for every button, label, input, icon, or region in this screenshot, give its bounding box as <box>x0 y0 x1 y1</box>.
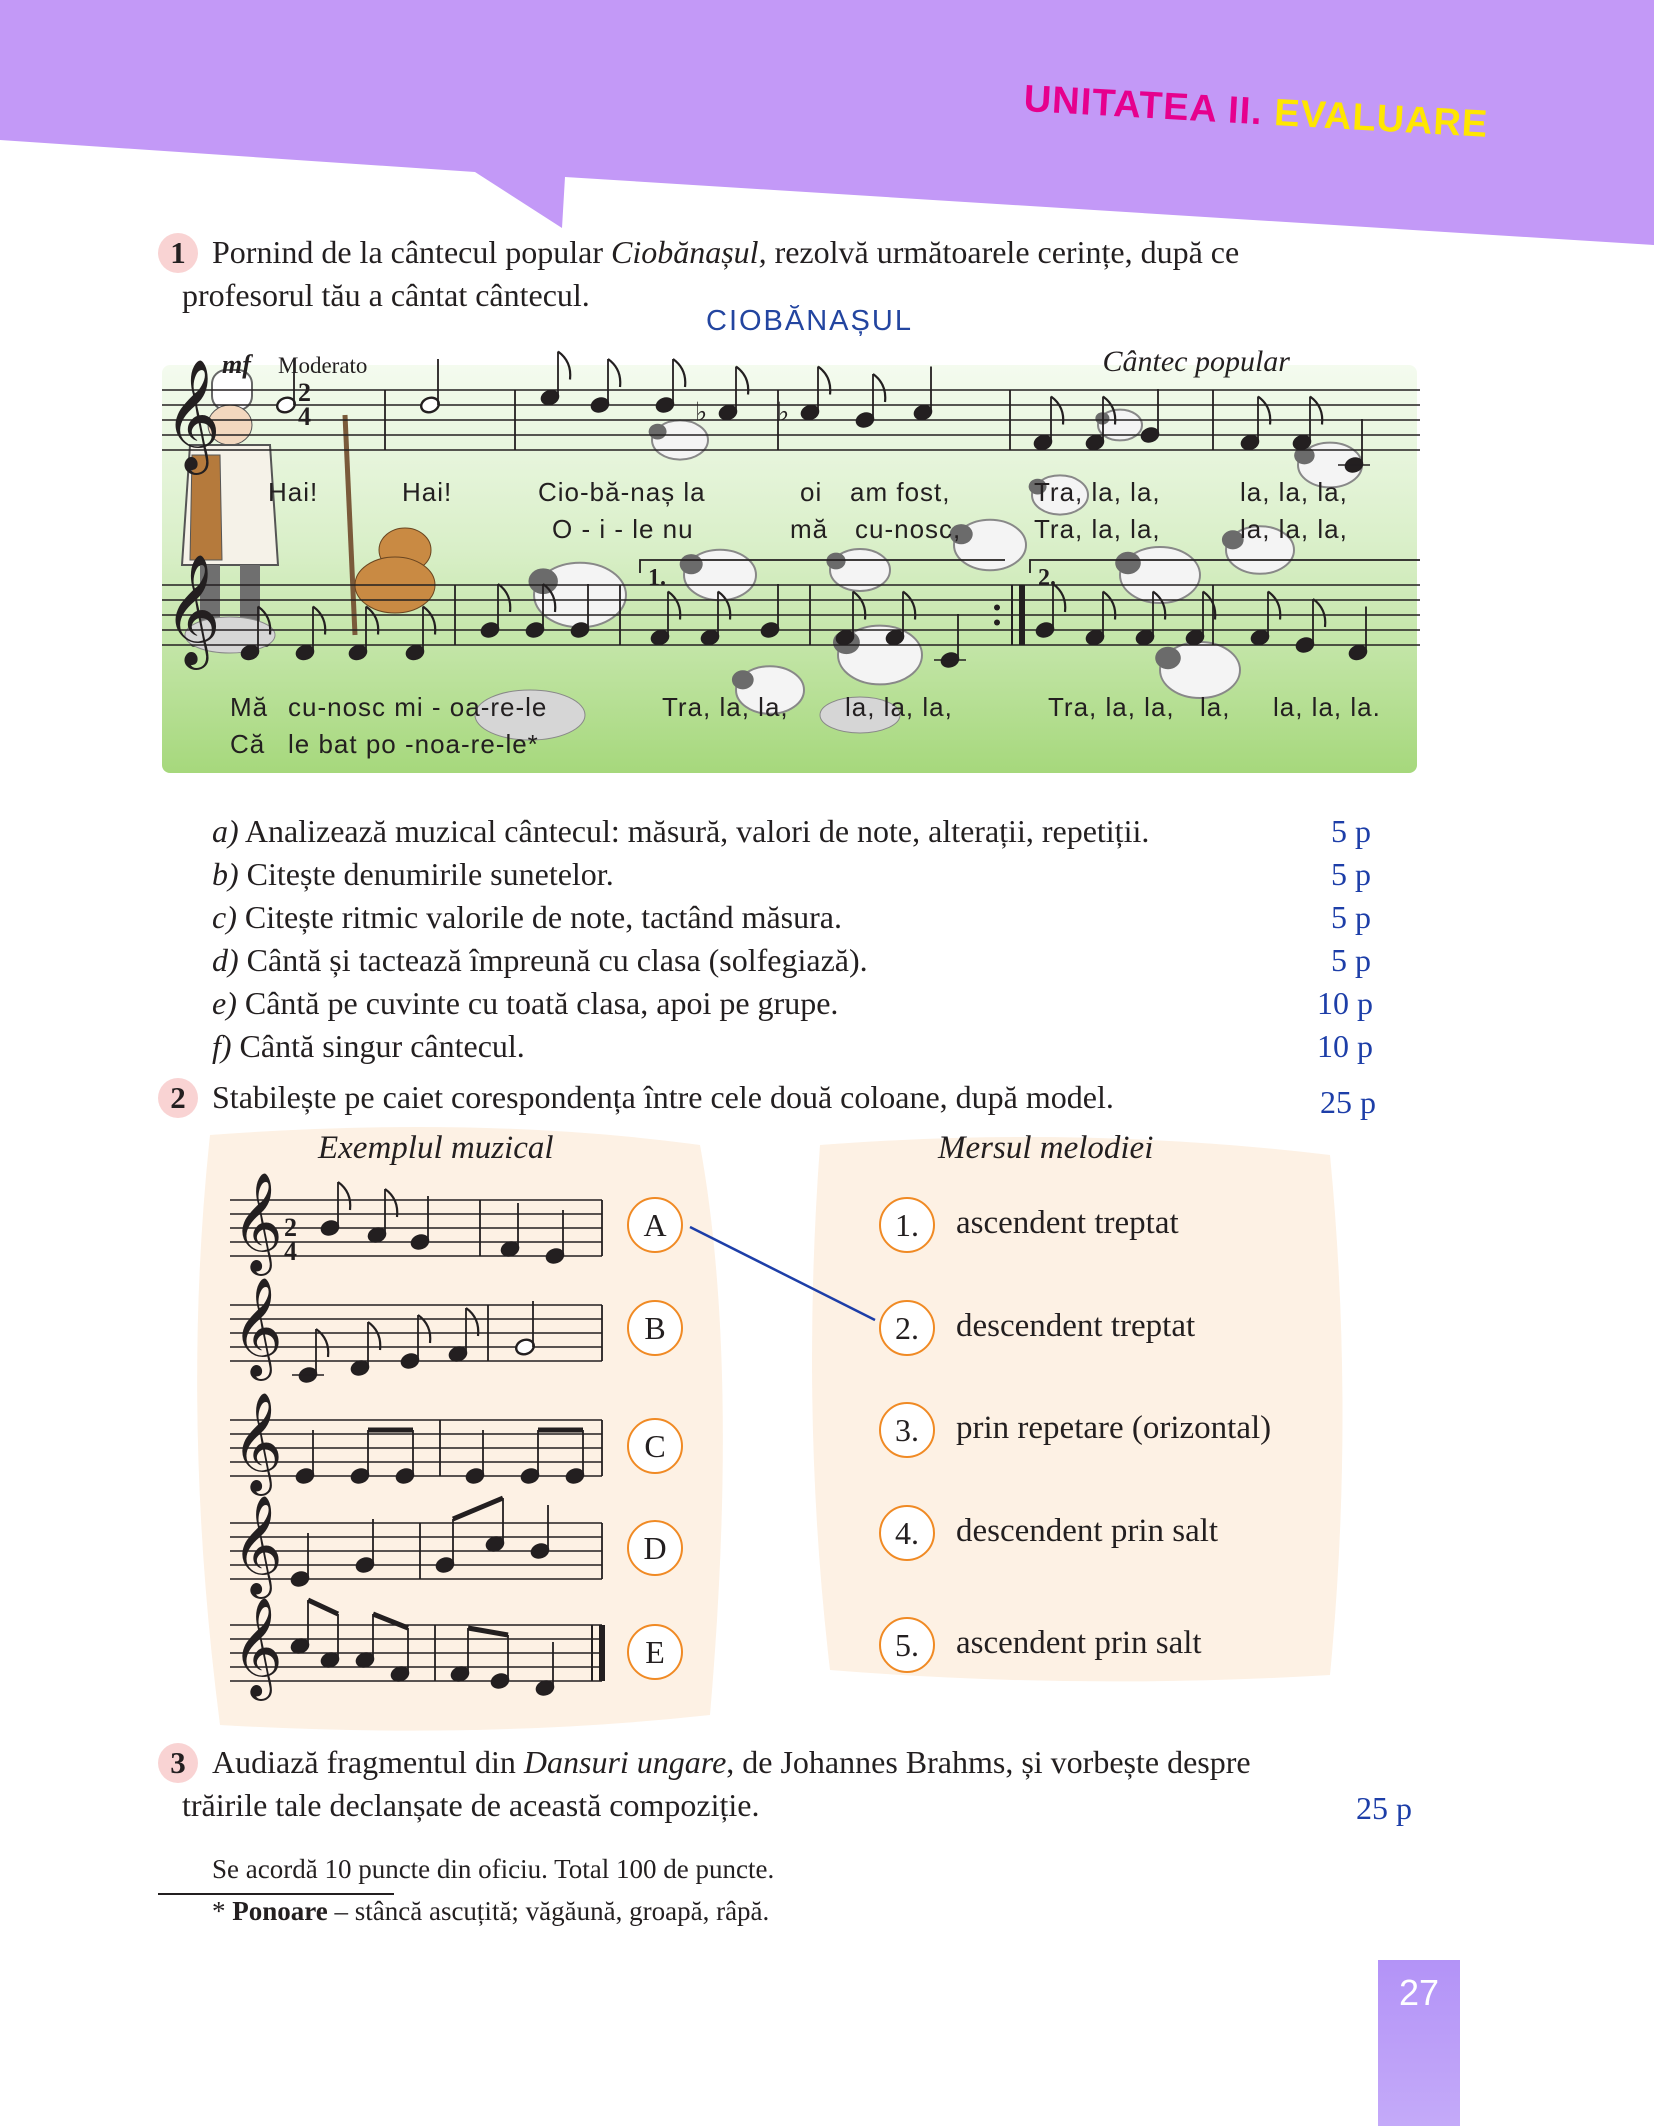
task-letter: d) <box>212 942 239 978</box>
unit-title-part1: UNITATEA II. <box>1022 78 1264 134</box>
lyric: O - i - le nu <box>552 514 694 544</box>
tempo-marking: Moderato <box>278 353 368 378</box>
musical-example <box>230 1277 602 1385</box>
lyric: oi <box>800 477 823 507</box>
task-points: 5 p <box>1331 813 1371 849</box>
lyric: Tra, la, la, <box>1048 692 1175 722</box>
option-text-1: ascendent treptat <box>956 1205 1179 1241</box>
song-name: Ciobănașul, <box>610 234 767 270</box>
song-origin: Cântec popular <box>1102 345 1290 378</box>
note-flag <box>338 1182 350 1210</box>
example-label-c: C <box>627 1418 683 1474</box>
note-beam <box>453 1498 503 1519</box>
task-item <box>212 812 1149 850</box>
footnote-term: Ponoare <box>232 1896 328 1926</box>
option-number-3: 3. <box>879 1402 935 1458</box>
exercise-3-text: Audiază fragmentul din <box>212 1744 524 1780</box>
lyric: la, la, la. <box>1273 692 1381 722</box>
lyric: mă <box>790 514 829 544</box>
footnote-divider <box>158 1893 394 1895</box>
lyric: cu-nosc mi - oa-re-le <box>288 692 548 722</box>
note-beam <box>308 1600 338 1614</box>
lyric: Tra, la, la, <box>662 692 789 722</box>
option-number-2: 2. <box>879 1300 935 1356</box>
task-item <box>212 898 842 936</box>
task-item <box>212 855 614 893</box>
option-text-2: descendent treptat <box>956 1308 1196 1344</box>
repeat-dot <box>994 605 1000 611</box>
exercise-2-number: 2 <box>158 1078 198 1118</box>
note-flag <box>466 1308 478 1336</box>
right-column-header: Mersul melodiei <box>938 1130 1154 1166</box>
task-item <box>212 984 838 1022</box>
exercise-3-number: 3 <box>158 1743 198 1783</box>
task-item <box>212 941 868 979</box>
lyric: Hai! <box>402 477 453 507</box>
task-points: 5 p <box>1331 942 1371 978</box>
task-letter: c) <box>212 899 237 935</box>
work-title: Dansuri ungare <box>523 1744 727 1780</box>
page-number: 27 <box>1398 1972 1440 2013</box>
lyric: Tra, la, la, <box>1034 477 1161 507</box>
option-number-1: 1. <box>879 1197 935 1253</box>
song-title: CIOBĂNAȘUL <box>706 305 913 337</box>
task-text: Analizează muzical cântecul: măsură, valori de note, alterații, repetiții. <box>244 813 1150 849</box>
exercise-1-text-cont: rezolvă următoarele cerințe, după ce <box>766 234 1240 270</box>
lyric: Că <box>230 729 266 759</box>
option-number-5: 5. <box>879 1617 935 1673</box>
lyric: Cio-bă-naș la <box>538 477 706 507</box>
lyric: le bat po -noa-re-le* <box>288 729 539 759</box>
treble-clef-icon: 𝄞 <box>232 1495 283 1596</box>
task-letter: a) <box>212 813 239 849</box>
task-text: Cântă și tactează împreună cu clasa (solfegiază). <box>246 942 868 978</box>
task-text: Cântă singur cântecul. <box>239 1028 525 1064</box>
example-label-b: B <box>627 1300 683 1356</box>
task-letter: e) <box>212 985 237 1021</box>
exercise-1-text: Pornind de la cântecul popular <box>212 234 611 270</box>
lyric: am fost, <box>850 477 951 507</box>
musical-example <box>230 1597 602 1701</box>
task-points: 5 p <box>1331 856 1371 892</box>
unit-title-part2: EVALUARE <box>1273 92 1490 146</box>
task-text: Citește denumirile sunetelor. <box>246 856 614 892</box>
task-text: Cântă pe cuvinte cu toată clasa, apoi pe grupe. <box>244 985 839 1021</box>
musical-example <box>230 1495 602 1599</box>
scoring-note: Se acordă 10 puncte din oficiu. Total 100 de puncte. <box>212 1854 775 1884</box>
task-points: 5 p <box>1331 899 1371 935</box>
time-signature-top: 2 <box>298 378 311 407</box>
task-points: 10 p <box>1317 985 1373 1021</box>
lyric: la, la, la, <box>1240 477 1348 507</box>
footnote <box>212 1896 769 1927</box>
left-column-header: Exemplul muzical <box>318 1130 554 1166</box>
exercise-3-line2: trăirile tale declanșate de această compoziție. <box>182 1787 760 1823</box>
example-label-d: D <box>627 1520 683 1576</box>
exercise-1-line1 <box>212 233 1239 271</box>
exercise-1-number: 1 <box>158 233 198 273</box>
time-signature-bottom: 4 <box>298 402 311 431</box>
time-signature-top: 2 <box>284 1213 297 1242</box>
volta-1: 1. <box>648 565 666 591</box>
task-letter: f) <box>212 1028 232 1064</box>
option-text-5: ascendent prin salt <box>956 1625 1202 1661</box>
exercise-3-line1 <box>212 1743 1251 1781</box>
dynamic-marking: mf <box>222 350 251 379</box>
note-beam <box>468 1628 508 1635</box>
note-flag <box>385 1189 397 1217</box>
exercise-2-points: 25 p <box>1320 1084 1376 1120</box>
musical-examples <box>220 1170 660 1710</box>
musical-example <box>230 1392 602 1496</box>
treble-clef-icon: 𝄞 <box>164 552 221 665</box>
volta-2: 2. <box>1038 565 1056 591</box>
task-letter: b) <box>212 856 239 892</box>
repeat-dot <box>994 620 1000 626</box>
footnote-mark: * <box>212 1896 233 1926</box>
lyric: la, la, la, <box>845 692 953 722</box>
lyric: Hai! <box>268 477 319 507</box>
treble-clef-icon: 𝄞 <box>232 1392 283 1493</box>
exercise-2-text: Stabilește pe caiet corespondența între cele două coloane, după model. <box>212 1079 1114 1115</box>
exercise-3-text-cont: , de Johannes Brahms, și vorbește despre <box>726 1744 1251 1780</box>
exercise-1-line2: profesorul tău a cântat cântecul. <box>182 277 590 313</box>
lyric: cu-nosc, <box>855 514 962 544</box>
flat-sign-icon: ♭ <box>695 397 708 428</box>
task-item <box>212 1027 525 1065</box>
treble-clef-icon: 𝄞 <box>164 357 221 470</box>
note-flag <box>368 1322 380 1350</box>
option-text-3: prin repetare (orizontal) <box>956 1410 1272 1446</box>
task-text: Citește ritmic valorile de note, tactând măsura. <box>244 899 842 935</box>
option-text-4: descendent prin salt <box>956 1513 1219 1549</box>
note-beam <box>373 1614 408 1628</box>
footnote-definition: – stâncă ascuțită; văgăună, groapă, râpă. <box>327 1896 770 1926</box>
treble-clef-icon: 𝄞 <box>232 1597 283 1698</box>
example-label-a: A <box>627 1197 683 1253</box>
exercise-3-points: 25 p <box>1356 1790 1412 1826</box>
example-label-e: E <box>627 1624 683 1680</box>
lyric: Tra, la, la, <box>1034 514 1161 544</box>
lyric: la, la, la, <box>1240 514 1348 544</box>
time-signature-bottom: 4 <box>284 1237 297 1266</box>
lyric: Mă <box>230 692 269 722</box>
treble-clef-icon: 𝄞 <box>232 1172 283 1273</box>
flat-sign-icon: ♭ <box>777 397 790 428</box>
option-number-4: 4. <box>879 1505 935 1561</box>
task-points: 10 p <box>1317 1028 1373 1064</box>
lyric: la, <box>1200 692 1231 722</box>
treble-clef-icon: 𝄞 <box>232 1277 283 1378</box>
